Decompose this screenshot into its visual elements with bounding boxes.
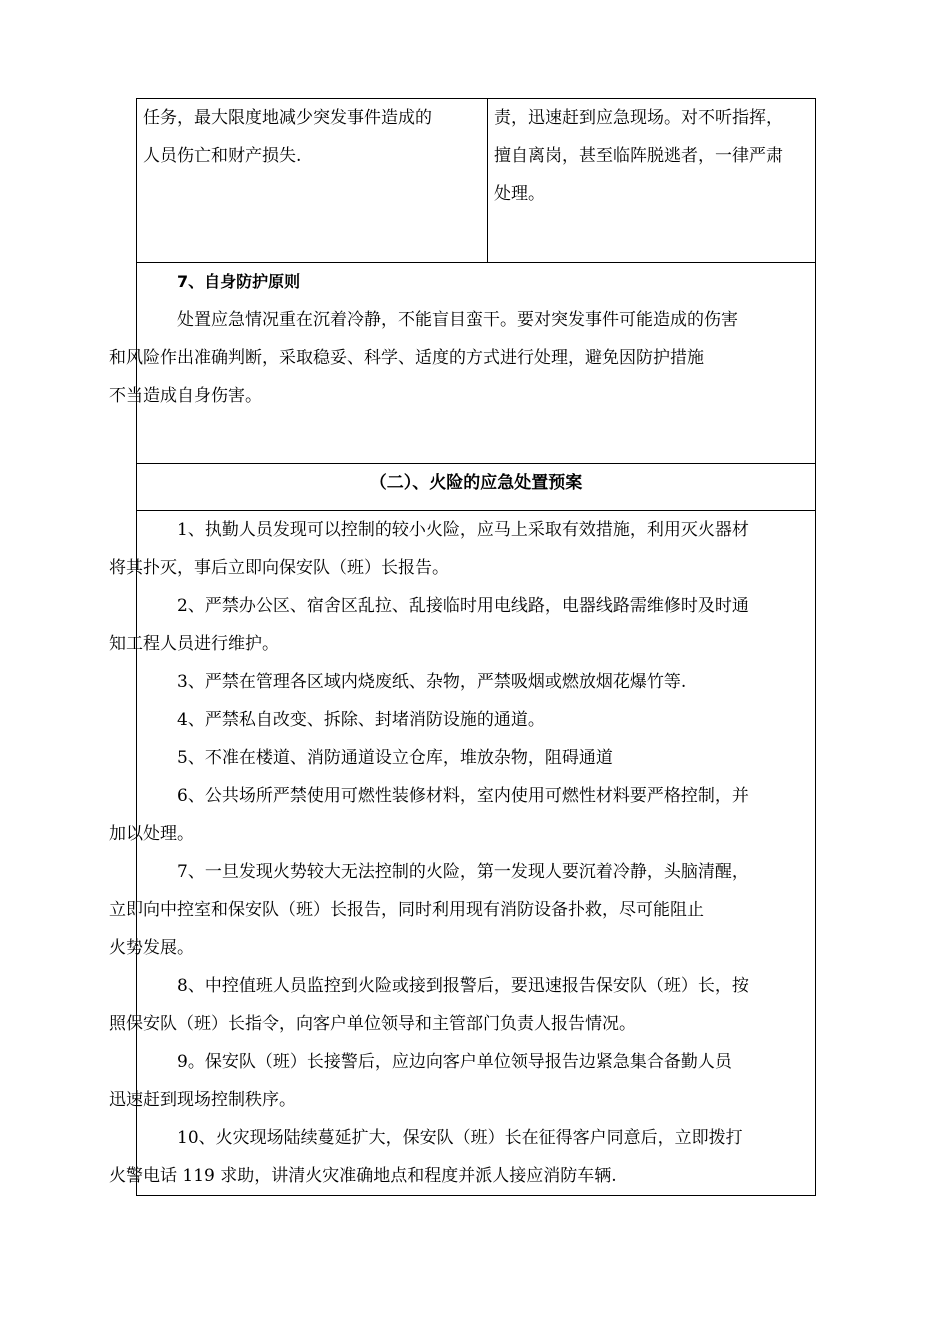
text-line: 4、严禁私自改变、拆除、封堵消防设施的通道。 — [177, 710, 545, 730]
duty-row — [137, 99, 816, 263]
text-line: 任务，最大限度地减少突发事件造成的 — [143, 108, 432, 128]
text-line: 和风险作出准确判断，采取稳妥、科学、适度的方式进行处理，避免因防护措施 — [109, 348, 704, 368]
text-line: 加以处理。 — [109, 824, 194, 844]
document-table — [109, 98, 816, 1196]
text-line: 5、不准在楼道、消防通道设立仓库，堆放杂物，阻碍通道 — [177, 748, 613, 768]
text-line: 火警电话 119 求助，讲清火灾准确地点和程度并派人接应消防车辆. — [109, 1166, 617, 1186]
fire-title-row — [137, 464, 816, 511]
text-line: 7、一旦发现火势较大无法控制的火险，第一发现人要沉着冷静，头脑清醒， — [177, 862, 749, 882]
fire-item — [109, 967, 809, 1043]
section-paragraph — [109, 301, 809, 415]
section-heading: 7、自身防护原则 — [177, 272, 301, 291]
fire-items-row — [137, 511, 816, 1196]
fire-items-cell — [109, 511, 816, 1196]
fire-item — [109, 587, 809, 663]
fire-item — [109, 1043, 809, 1119]
fire-plan-title: （二）、火险的应急处置预案 — [137, 464, 816, 511]
left-cell — [137, 99, 488, 263]
right-cell — [488, 99, 816, 263]
text-line: 迅速赶到现场控制秩序。 — [109, 1090, 296, 1110]
text-line: 8、中控值班人员监控到火险或接到报警后，要迅速报告保安队（班）长，按 — [177, 976, 749, 996]
fire-item — [143, 739, 809, 777]
fire-item — [109, 853, 809, 967]
text-line: 10、火灾现场陆续蔓延扩大，保安队（班）长在征得客户同意后，立即拨打 — [177, 1128, 743, 1148]
fire-item — [109, 777, 809, 853]
fire-item — [143, 701, 809, 739]
self-protection-row — [137, 263, 816, 464]
self-protection-cell — [109, 263, 816, 464]
text-line: 6、公共场所严禁使用可燃性装修材料，室内使用可燃性材料要严格控制，并 — [177, 786, 749, 806]
text-line: 火势发展。 — [109, 938, 194, 958]
text-line: 人员伤亡和财产损失. — [143, 146, 302, 166]
text-line: 9。保安队（班）长接警后，应边向客户单位领导报告边紧急集合备勤人员 — [177, 1052, 732, 1072]
text-line: 责，迅速赶到应急现场。对不听指挥， — [494, 108, 783, 128]
text-line: 将其扑灭，事后立即向保安队（班）长报告。 — [109, 558, 449, 578]
text-line: 不当造成自身伤害。 — [109, 386, 262, 406]
text-line: 3、严禁在管理各区域内烧废纸、杂物，严禁吸烟或燃放烟花爆竹等. — [177, 672, 687, 692]
fire-item — [109, 1119, 809, 1195]
text-line: 照保安队（班）长指令，向客户单位领导和主管部门负责人报告情况。 — [109, 1014, 636, 1034]
text-line: 擅自离岗，甚至临阵脱逃者，一律严肃 — [494, 146, 783, 166]
text-line: 立即向中控室和保安队（班）长报告，同时利用现有消防设备扑救，尽可能阻止 — [109, 900, 704, 920]
fire-item — [143, 663, 809, 701]
text-line: 1、执勤人员发现可以控制的较小火险，应马上采取有效措施，利用灭火器材 — [177, 520, 749, 540]
text-line: 2、严禁办公区、宿舍区乱拉、乱接临时用电线路，电器线路需维修时及时通 — [177, 596, 749, 616]
text-line: 知工程人员进行维护。 — [109, 634, 279, 654]
text-line: 处理。 — [494, 184, 545, 204]
text-line: 处置应急情况重在沉着冷静，不能盲目蛮干。要对突发事件可能造成的伤害 — [177, 310, 738, 330]
fire-item — [109, 511, 809, 587]
document-page — [109, 98, 816, 1196]
